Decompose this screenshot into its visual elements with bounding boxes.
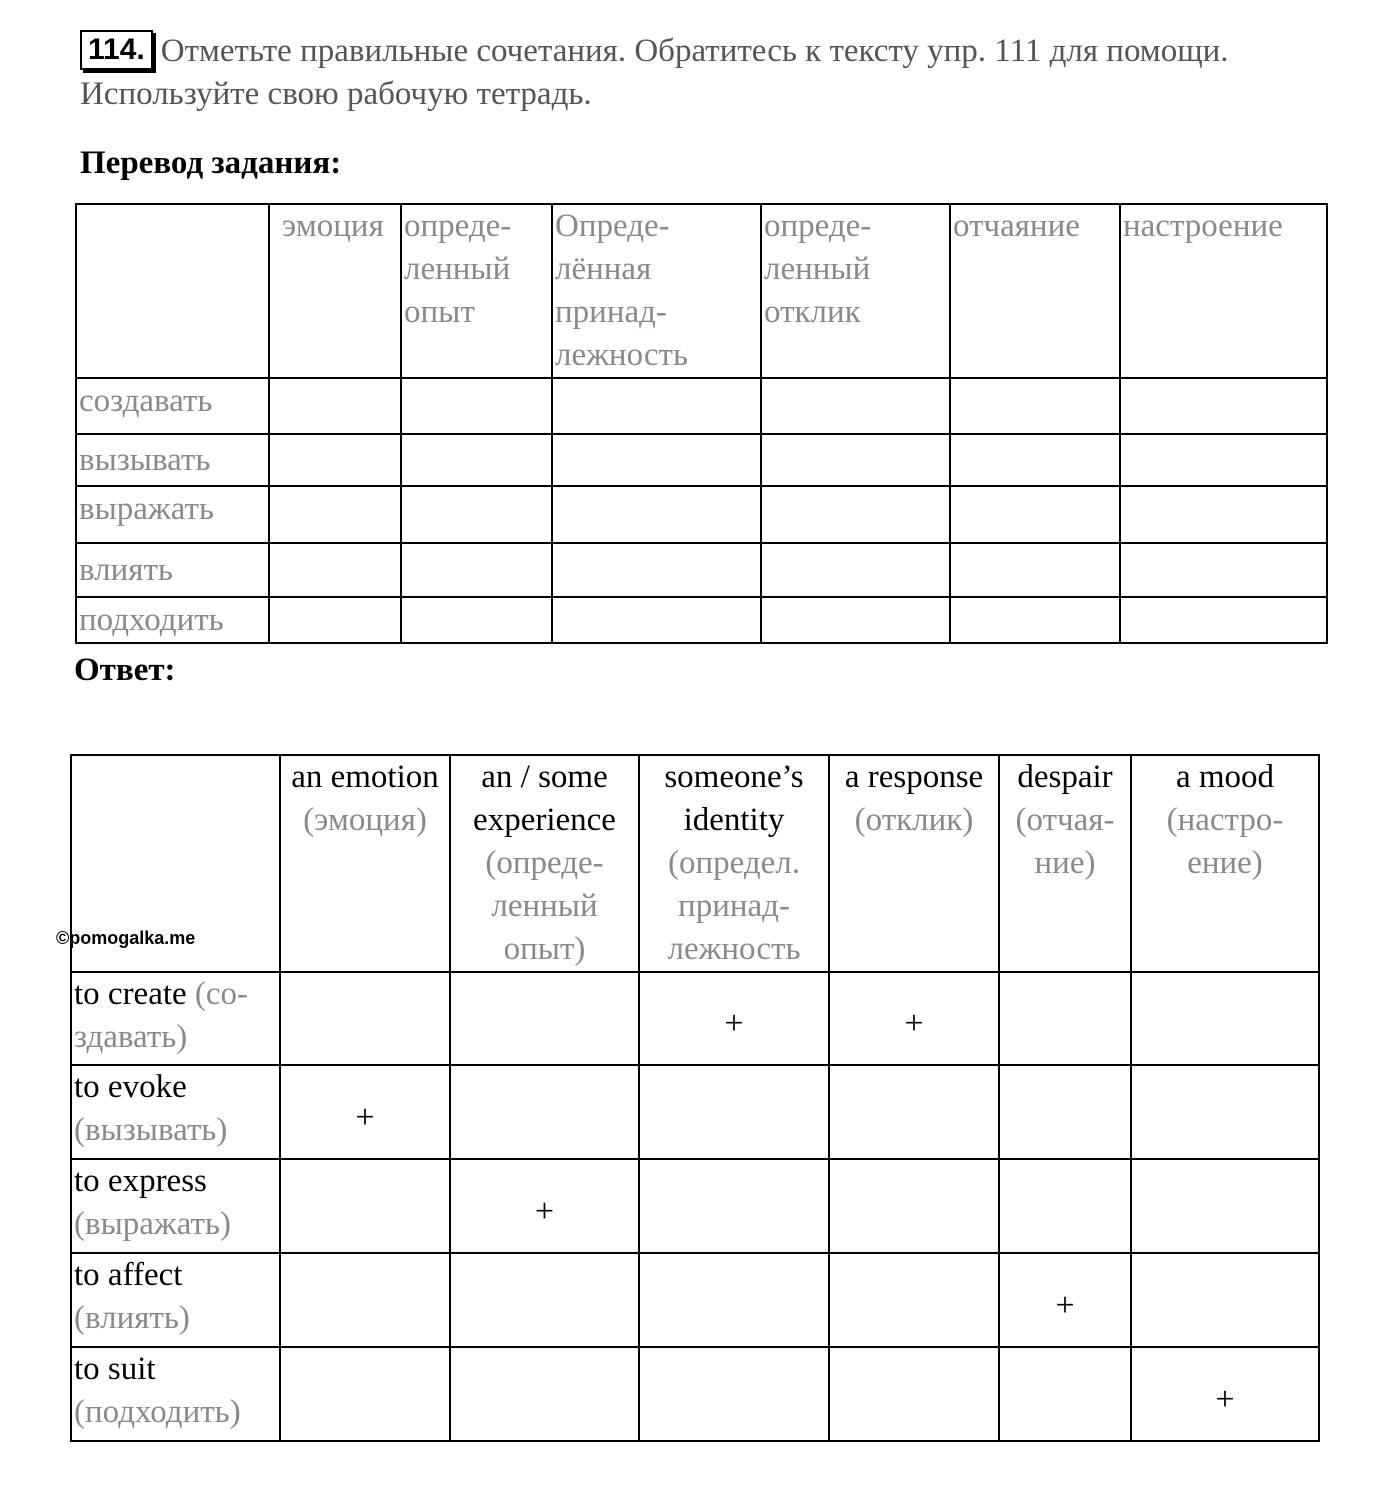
answer-column-header <box>1131 755 1319 972</box>
translation-row <box>76 597 1327 643</box>
translation-cell <box>1120 434 1327 486</box>
translation-row-label: выражать <box>76 486 269 543</box>
translation-heading: Перевод задания: <box>80 145 342 181</box>
translation-row <box>76 434 1327 486</box>
answer-mark-cell <box>450 1347 639 1441</box>
task-text <box>80 30 1330 116</box>
translation-corner-cell <box>76 204 269 378</box>
answer-mark-cell <box>450 1253 639 1347</box>
answer-mark-cell <box>639 1065 829 1159</box>
translation-row-label: создавать <box>76 378 269 434</box>
answer-row-label <box>71 972 280 1065</box>
translation-cell <box>1120 543 1327 597</box>
answer-mark-cell <box>829 1253 999 1347</box>
translation-column-header: настроение <box>1120 204 1327 378</box>
answer-mark-cell <box>450 972 639 1065</box>
translation-cell <box>401 378 552 434</box>
row-english: to suit <box>74 1351 156 1387</box>
translation-cell <box>269 543 401 597</box>
translation-cell <box>1120 486 1327 543</box>
translation-cell <box>950 597 1120 643</box>
column-russian: (опреде- ленный опыт) <box>485 845 604 967</box>
translation-cell <box>950 486 1120 543</box>
translation-row <box>76 543 1327 597</box>
translation-cell <box>761 543 950 597</box>
answer-heading: Ответ: <box>74 652 176 688</box>
translation-cell <box>761 434 950 486</box>
answer-mark-cell <box>450 1065 639 1159</box>
row-russian: (подходить) <box>74 1394 241 1430</box>
answer-mark-cell <box>280 972 450 1065</box>
translation-cell <box>1120 597 1327 643</box>
row-english: to affect <box>74 1257 183 1293</box>
answer-row <box>71 1253 1319 1347</box>
answer-mark-cell <box>1131 1159 1319 1253</box>
answer-column-header <box>639 755 829 972</box>
answer-table <box>70 754 1320 1442</box>
answer-mark-cell <box>829 1347 999 1441</box>
column-english: an emotion <box>291 759 439 795</box>
answer-mark-cell <box>999 1159 1131 1253</box>
answer-row-label <box>71 1347 280 1441</box>
answer-mark-cell: + <box>280 1065 450 1159</box>
answer-row-label <box>71 1065 280 1159</box>
answer-mark-cell: + <box>1131 1347 1319 1441</box>
answer-column-header <box>829 755 999 972</box>
row-russian: (вызывать) <box>74 1112 228 1148</box>
answer-mark-cell: + <box>450 1159 639 1253</box>
answer-mark-cell: + <box>639 972 829 1065</box>
translation-cell <box>269 597 401 643</box>
translation-cell <box>1120 378 1327 434</box>
column-russian: (отчая- ние) <box>1015 802 1115 881</box>
translation-column-header: опреде- ленный опыт <box>401 204 552 378</box>
answer-mark-cell <box>280 1253 450 1347</box>
column-english: a response <box>844 759 984 795</box>
row-english: to create <box>74 976 187 1012</box>
row-russian: (влиять) <box>74 1300 190 1336</box>
answer-mark-cell <box>1131 972 1319 1065</box>
column-english: someone’s identity <box>664 759 804 838</box>
translation-cell <box>401 597 552 643</box>
column-english: a mood <box>1175 759 1275 795</box>
row-russian: (со- здавать) <box>74 976 249 1055</box>
translation-column-header: отчаяние <box>950 204 1120 378</box>
answer-mark-cell <box>639 1347 829 1441</box>
translation-cell <box>552 378 761 434</box>
translation-cell <box>269 378 401 434</box>
translation-row <box>76 486 1327 543</box>
answer-mark-cell <box>999 1347 1131 1441</box>
translation-column-header: опреде- ленный отклик <box>761 204 950 378</box>
translation-cell <box>552 597 761 643</box>
translation-row <box>76 378 1327 434</box>
translation-cell <box>950 543 1120 597</box>
column-english: despair <box>1017 759 1113 795</box>
translation-cell <box>401 543 552 597</box>
answer-mark-cell <box>280 1347 450 1441</box>
answer-row <box>71 972 1319 1065</box>
translation-column-header: эмоция <box>269 204 401 378</box>
answer-row <box>71 1159 1319 1253</box>
translation-cell <box>552 434 761 486</box>
answer-header-row <box>71 755 1319 972</box>
task-instruction: Отметьте правильные сочетания. Обратитесь к тексту упр. 111 для помощи. Используйте свою рабочую тетрадь. <box>80 33 1229 112</box>
translation-cell <box>401 486 552 543</box>
answer-mark-cell <box>1131 1065 1319 1159</box>
translation-cell <box>761 597 950 643</box>
answer-row-label <box>71 1253 280 1347</box>
row-english: to evoke <box>74 1069 187 1105</box>
row-english: to express <box>74 1163 207 1199</box>
translation-cell <box>761 486 950 543</box>
translation-cell <box>950 434 1120 486</box>
translation-header-row <box>76 204 1327 378</box>
translation-row-label: подходить <box>76 597 269 643</box>
answer-mark-cell <box>999 1065 1131 1159</box>
answer-mark-cell <box>999 972 1131 1065</box>
answer-row <box>71 1065 1319 1159</box>
answer-mark-cell: + <box>829 972 999 1065</box>
column-russian: (отклик) <box>854 802 974 838</box>
task-number: 114. <box>80 30 153 70</box>
answer-mark-cell <box>1131 1253 1319 1347</box>
translation-cell <box>269 486 401 543</box>
answer-mark-cell <box>639 1253 829 1347</box>
translation-cell <box>950 378 1120 434</box>
translation-cell <box>761 378 950 434</box>
answer-row-label <box>71 1159 280 1253</box>
answer-column-header <box>999 755 1131 972</box>
translation-column-header: Опреде- лённая принад- лежность <box>552 204 761 378</box>
translation-cell <box>552 486 761 543</box>
answer-mark-cell <box>639 1159 829 1253</box>
translation-row-label: влиять <box>76 543 269 597</box>
row-russian: (выражать) <box>74 1206 231 1242</box>
answer-mark-cell <box>280 1159 450 1253</box>
answer-column-header <box>280 755 450 972</box>
translation-table <box>75 203 1328 644</box>
column-russian: (настро- ение) <box>1166 802 1284 881</box>
translation-cell <box>269 434 401 486</box>
column-english: an / some experience <box>473 759 616 838</box>
column-russian: (эмоция) <box>303 802 427 838</box>
watermark: ©pomogalka.me <box>56 928 196 948</box>
column-russian: (определ. принад- лежность <box>667 845 801 967</box>
answer-column-header <box>450 755 639 972</box>
answer-mark-cell <box>829 1065 999 1159</box>
translation-cell <box>552 543 761 597</box>
translation-row-label: вызывать <box>76 434 269 486</box>
answer-row <box>71 1347 1319 1441</box>
answer-mark-cell <box>829 1159 999 1253</box>
translation-cell <box>401 434 552 486</box>
answer-mark-cell: + <box>999 1253 1131 1347</box>
